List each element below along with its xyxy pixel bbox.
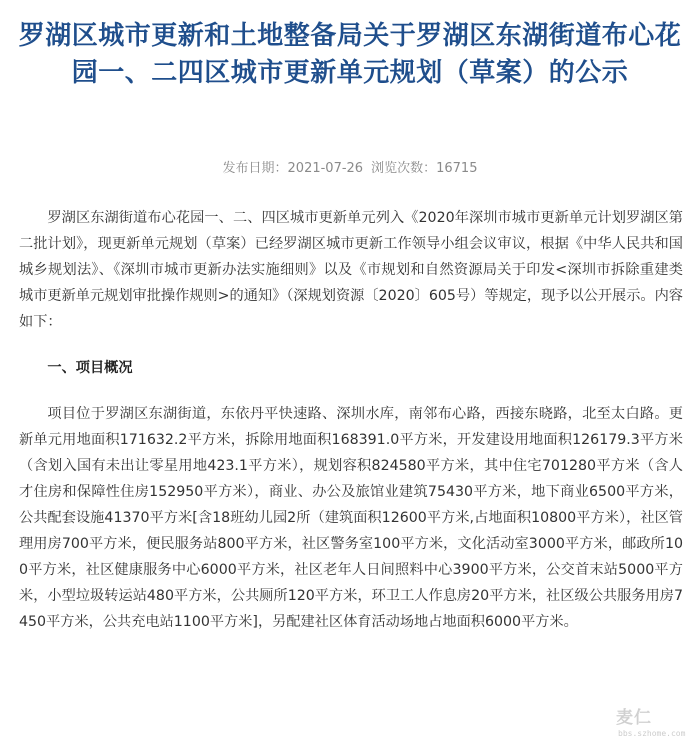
publish-date-label: 发布日期： (222, 161, 288, 176)
article-body (19, 205, 683, 655)
section-heading-project-overview: 一、项目概况 (47, 360, 133, 376)
views-label: 浏览次数： (371, 161, 437, 176)
article-meta (0, 160, 700, 178)
intro-paragraph: 罗湖区东湖街道布心花园一、二、四区城市更新单元列入《2020年深圳市城市更新单元计划罗湖区第二批计划》，现更新单元规划（草案）已经罗湖区城市更新工作领导小组会议审议，根据《中华人民共和国城乡规划法》、《深圳市城市更新办法实施细则》以及《市规划和自然资源局关于印发<深圳市拆除重建类城市更新单元规划审批操作规则>的通知》（深规划资源〔2020〕605号）等规定，现予以公开展示。内容如下： (19, 210, 683, 330)
watermark-url: bbs.szhome.com (618, 729, 686, 738)
site-watermark (616, 708, 694, 742)
project-overview-paragraph: 项目位于罗湖区东湖街道，东依丹平快速路、深圳水库，南邻布心路，西接东晓路，北至太白路。更新单元用地面积171632.2平方米，拆除用地面积168391.0平方米，开发建设用地面积126179.3平方米（含划入国有未出让零星用地423.1平方米），规划容积824580平方米，其中住宅701280平方米（含人才住房和保障性住房152950平方米），商业、办公及旅馆业建筑75430平方米，地下商业6500平方米，公共配套设施41370平方米[含18班幼儿园2所（建筑面积12600平方米,占地面积10800平方米），社区管理用房700平方米，便民服务站800平方米，社区警务室100平方米，文化活动室3000平方米，邮政所100平方米，社区健康服务中心6000平方米，社区老年人日间照料中心3900平方米，公交首末站5000平方米，小型垃圾转运站480平方米，公共厕所120平方米，环卫工人作息房20平方米，社区级公共服务用房7450平方米，公共充电站1100平方米]，另配建社区体育活动场地占地面积6000平方米。 (19, 406, 683, 630)
publish-date: 2021-07-26 (287, 161, 364, 176)
watermark-logo-text: 麦仁 (616, 708, 652, 728)
views-count: 16715 (436, 161, 478, 176)
article-title: 罗湖区城市更新和土地整备局关于罗湖区东湖街道布心花园一、二四区城市更新单元规划（草案）的公示 (18, 21, 682, 88)
